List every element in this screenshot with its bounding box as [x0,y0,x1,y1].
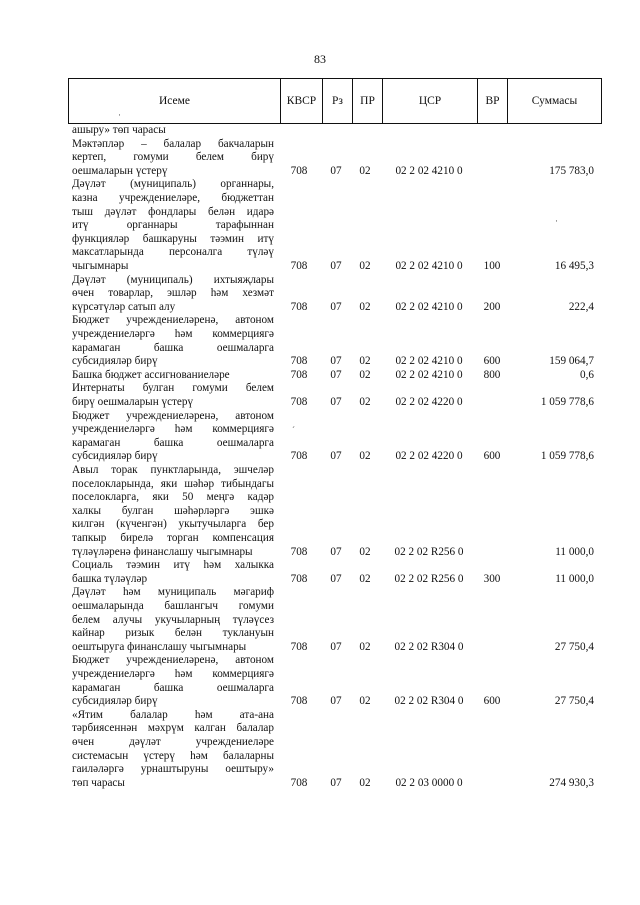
table-row [0,124,640,138]
row-sum: 175 783,0 [549,164,594,177]
row-name-line: өчен товарлар, эшләр һәм хезмәт [72,287,274,300]
row-name [72,410,274,464]
table-row [0,178,640,273]
row-vr: 600 [483,695,501,708]
row-name-line: субсидияләр бирү [72,355,158,368]
row-name-line: Башка бюджет ассигнованиеләре [72,368,230,381]
row-pr: 02 [359,368,371,381]
table-row [0,586,640,654]
row-name-line: чыгымнары [72,259,129,272]
row-kvsr: 708 [290,640,308,653]
row-sum: 11 000,0 [555,545,594,558]
row-kvsr: 708 [290,450,308,463]
row-name-line: учреждениеләргә һәм коммерциягә [72,423,274,436]
row-name-line: Интернаты булган гомуми белем [72,382,274,395]
row-kvsr: 708 [290,164,308,177]
row-name-line: күрсәтүләр сатып алу [72,300,176,313]
row-name-line: тәрбиясеннән мәхрүм калган балалар [72,722,274,735]
row-name [72,464,274,559]
scan-speck: ˊ [292,425,295,435]
row-name-line: оешмаларында башлангыч гомуми [72,599,274,612]
scan-speck: · [118,110,121,120]
row-rz: 07 [330,259,342,272]
row-vr: 300 [483,572,501,585]
row-vr: 600 [483,355,501,368]
row-name-line: субсидияләр бирү [72,450,158,463]
table-row [0,314,640,368]
row-rz: 07 [330,368,342,381]
row-name-line: башка түләүләр [72,572,148,585]
row-name-line: казна учреждениеләре, бюджеттан [72,191,274,204]
row-name [72,369,274,383]
row-name [72,382,274,409]
row-csr: 02 2 02 4210 0 [395,355,463,368]
row-kvsr: 708 [290,545,308,558]
row-pr: 02 [359,355,371,368]
row-name-line: «Ятим балалар һәм ата-ана [72,708,274,721]
row-pr: 02 [359,545,371,558]
row-sum: 0,6 [580,368,594,381]
header-name: Исеме [158,95,191,107]
row-name-line: Дәүләт һәм муниципаль мәгариф [72,586,274,599]
row-csr: 02 2 02 4220 0 [395,395,463,408]
row-name-line: Социаль тәэмин итү һәм халыкка [72,559,274,572]
row-name-line: поселокларында, яки шәһәр тибындагы [72,477,274,490]
row-name-line: учреждениеләргә һәм коммерциягә [72,327,274,340]
row-name-line: оештыруга финанслашу чыгымнары [72,640,247,653]
header-sum: Суммасы [507,79,601,123]
row-name-line: түләүләренә финанслашу чыгымнары [72,545,253,558]
row-name-line: бирү оешмаларын үстерү [72,395,194,408]
row-name-line: Авыл торак пунктларында, эшчеләр [72,464,274,476]
row-csr: 02 2 02 4220 0 [395,450,463,463]
row-name-line: максатларында персоналга түләү [72,246,274,259]
header-kvsr: КВСР [280,79,322,123]
row-csr: 02 2 02 4210 0 [395,259,463,272]
row-name-line: төп чарасы [72,776,125,789]
row-csr: 02 2 02 R256 0 [394,572,464,585]
row-name-line: субсидияләр бирү [72,695,158,708]
table-row [0,654,640,708]
row-csr: 02 2 02 R304 0 [394,695,464,708]
row-name-line: поселокларга, яки 50 меңгә кадәр [72,491,274,504]
row-name [72,654,274,708]
row-name-line: оешмаларын үстерү [72,164,168,177]
row-vr: 800 [483,368,501,381]
row-sum: 274 930,3 [549,776,594,789]
row-rz: 07 [330,640,342,653]
header-pr: ПР [352,79,382,123]
row-rz: 07 [330,355,342,368]
table-header [68,78,602,124]
row-name-line: учреждениеләргә һәм коммерциягә [72,667,274,680]
row-csr: 02 2 03 0000 0 [395,776,463,789]
row-name-line: карамаган башка оешмаларга [72,436,274,449]
header-rz: Рз [322,79,352,123]
row-sum: 27 750,4 [554,695,594,708]
table-row [0,138,640,179]
row-name [72,709,274,791]
row-kvsr: 708 [290,300,308,313]
row-name [72,314,274,368]
row-pr: 02 [359,300,371,313]
row-rz: 07 [330,450,342,463]
row-sum: 1 059 778,6 [540,395,594,408]
row-name-line: Дәүләт (муниципаль) ихтыяҗлары [72,273,274,286]
row-vr: 200 [483,300,501,313]
row-kvsr: 708 [290,368,308,381]
row-sum: 27 750,4 [554,640,594,653]
row-kvsr: 708 [290,395,308,408]
row-name-line: Дәүләт (муниципаль) органнары, [72,178,274,191]
row-pr: 02 [359,776,371,789]
row-name-line: Бюджет учреждениеләренә, автоном [72,409,274,422]
row-pr: 02 [359,164,371,177]
row-name-line: карамаган башка оешмаларга [72,341,274,354]
row-pr: 02 [359,640,371,653]
row-sum: 16 495,3 [554,259,594,272]
row-kvsr: 708 [290,259,308,272]
row-pr: 02 [359,695,371,708]
row-name-line: килгән (күченгән) укытучыларга бер [72,518,274,531]
row-sum: 1 059 778,6 [540,450,594,463]
row-csr: 02 2 02 4210 0 [395,300,463,313]
table-row [0,464,640,559]
row-name-line: ашыру» төп чарасы [72,124,166,136]
table-row [0,369,640,383]
row-csr: 02 2 02 R256 0 [394,545,464,558]
row-kvsr: 708 [290,776,308,789]
row-name-line: итү органнары тарафыннан [72,219,274,232]
row-kvsr: 708 [290,572,308,585]
row-name-line: белем алучы укучыларның түләүсез [72,613,274,626]
row-name-line: Бюджет учреждениеләренә, автоном [72,654,274,667]
row-rz: 07 [330,300,342,313]
row-name [72,124,274,138]
header-csr: ЦСР [382,79,477,123]
row-name [72,559,274,586]
table-row [0,274,640,315]
row-name-line: тыш дәүләт фондлары белән идарә [72,205,274,218]
row-name-line: гаиләләргә урнаштыруны оештыру» [72,763,274,776]
row-csr: 02 2 02 4210 0 [395,368,463,381]
row-pr: 02 [359,395,371,408]
row-name-line: халкы булган шәһәрләргә эшкә [72,504,274,517]
row-sum: 222,4 [568,300,594,313]
table-row [0,410,640,464]
row-name [72,274,274,315]
row-name-line: карамаган башка оешмаларга [72,681,274,694]
row-name-line: кайнар ризык белән туклануын [72,627,274,640]
row-pr: 02 [359,572,371,585]
row-name-line: кертеп, гомуми белем бирү [72,151,274,164]
row-sum: 11 000,0 [555,572,594,585]
row-name-line: функцияләр башкаруны тәэмин итү [72,232,274,245]
row-name-line: Мәктәпләр – балалар бакчаларын [72,137,274,150]
row-sum: 159 064,7 [549,355,594,368]
row-csr: 02 2 02 R304 0 [394,640,464,653]
row-rz: 07 [330,164,342,177]
row-name-line: системасын үстерү һәм балаларны [72,749,274,762]
row-pr: 02 [359,259,371,272]
row-csr: 02 2 02 4210 0 [395,164,463,177]
row-name-line: тапкыр бирелә торган компенсация [72,531,274,544]
table-row [0,709,640,791]
row-vr: 600 [483,450,501,463]
row-pr: 02 [359,450,371,463]
row-rz: 07 [330,545,342,558]
row-kvsr: 708 [290,355,308,368]
row-name [72,586,274,654]
row-rz: 07 [330,395,342,408]
row-name-line: өчен дәүләт учреждениеләре [72,735,274,748]
scan-speck: · [555,216,558,226]
row-name [72,178,274,273]
row-name-line: Бюджет учреждениеләренә, автоном [72,314,274,327]
header-vr: ВР [477,79,507,123]
row-rz: 07 [330,776,342,789]
page-number: 83 [314,52,326,66]
row-rz: 07 [330,572,342,585]
row-name [72,138,274,179]
table-row [0,382,640,409]
row-kvsr: 708 [290,695,308,708]
row-vr: 100 [483,259,501,272]
row-rz: 07 [330,695,342,708]
table-row [0,559,640,586]
